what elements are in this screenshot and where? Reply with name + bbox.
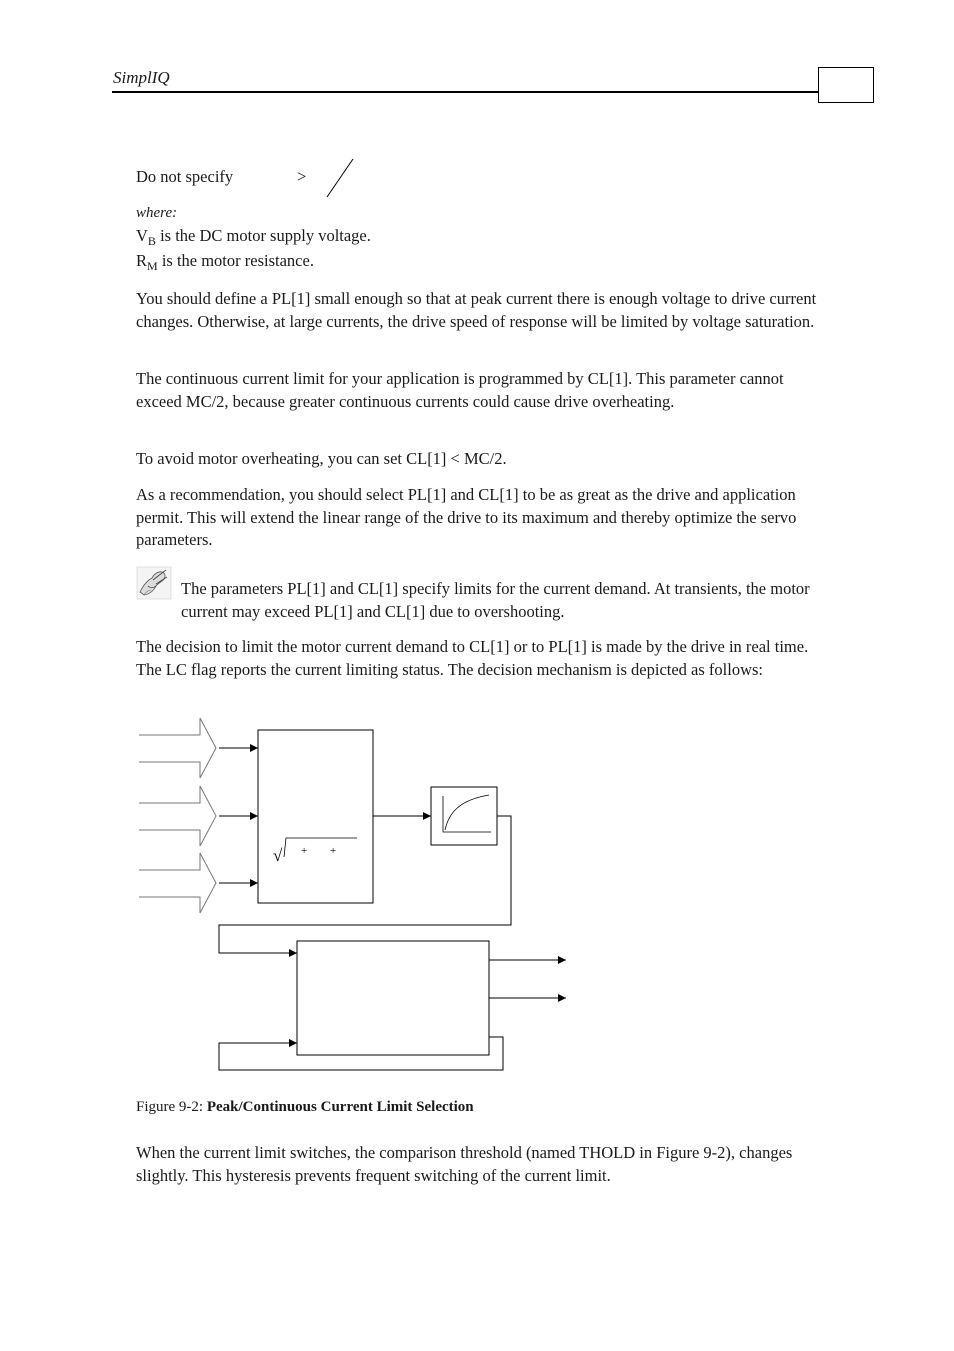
comparator-block — [297, 941, 489, 1055]
paragraph-decision: The decision to limit the motor current demand to CL[1] or to PL[1] is made by the drive in real time. The LC flag reports the current limiting status. The decision mechanism is depicted as follows: — [136, 637, 809, 679]
formula-prefix: Do not specify — [136, 167, 234, 186]
plus-sign-2: + — [330, 845, 337, 857]
where-label: where: — [136, 205, 178, 221]
caption-title: Peak/Continuous Current Limit Selection — [206, 1099, 474, 1115]
figure-caption — [136, 1099, 474, 1116]
paragraph-cl-limit: The continuous current limit for your application is programmed by CL[1]. This parameter cannot exceed MC/2, because greater continuous currents could cause drive overheating. — [136, 369, 784, 411]
sqrt-bar — [284, 838, 357, 857]
note-text: The parameters PL[1] and CL[1] specify limits for the current demand. At transients, the motor current may exceed PL[1] and CL[1] due to overshooting. — [181, 579, 810, 621]
formula-operator: > — [297, 167, 307, 186]
formula-fraction-slash — [322, 156, 358, 200]
input-block-arrow-3 — [139, 853, 216, 913]
paragraph-pl-definition: You should define a PL[1] small enough so that at peak current there is enough voltage to drive current changes. Otherwise, at large currents, the drive speed of response will be limited by voltage saturation. — [136, 289, 817, 331]
vb-symbol: V — [136, 226, 148, 245]
input-block-arrow-1 — [139, 718, 216, 778]
note-hand-icon — [136, 566, 172, 600]
paragraph-recommendation: As a recommendation, you should select PL[1] and CL[1] to be as great as the drive and application permit. This will extend the linear range of the drive to its maximum and thereby optimize the servo parameters. — [136, 485, 797, 550]
header-rule — [112, 91, 818, 93]
caption-prefix: Figure 9-2: — [136, 1099, 207, 1115]
paragraph-avoid-overheating: To avoid motor overheating, you can set CL[1] < MC/2. — [136, 449, 507, 468]
definition-vb — [136, 225, 371, 249]
vb-subscript: B — [147, 234, 156, 248]
rm-subscript: M — [147, 259, 158, 273]
current-limit-diagram — [130, 712, 580, 1080]
paragraph-hysteresis: When the current limit switches, the comparison threshold (named THOLD in Figure 9-2), changes slightly. This hysteresis prevents frequent switching of the current limit. — [136, 1143, 793, 1185]
sqrt-symbol: √ — [273, 846, 283, 865]
plus-sign-1: + — [301, 845, 308, 857]
rm-text: is the motor resistance. — [157, 251, 314, 270]
definition-rm — [136, 250, 314, 274]
page-number-box — [818, 67, 874, 103]
filter-to-comparator-path — [219, 816, 511, 953]
vb-text: is the DC motor supply voltage. — [155, 226, 371, 245]
header-title: SimplIQ — [113, 68, 170, 87]
rms-computation-block — [258, 730, 373, 903]
input-block-arrow-2 — [139, 786, 216, 846]
filter-response-curve — [445, 795, 489, 830]
hysteresis-feedback-path — [219, 1037, 503, 1070]
rm-symbol: R — [136, 251, 148, 270]
